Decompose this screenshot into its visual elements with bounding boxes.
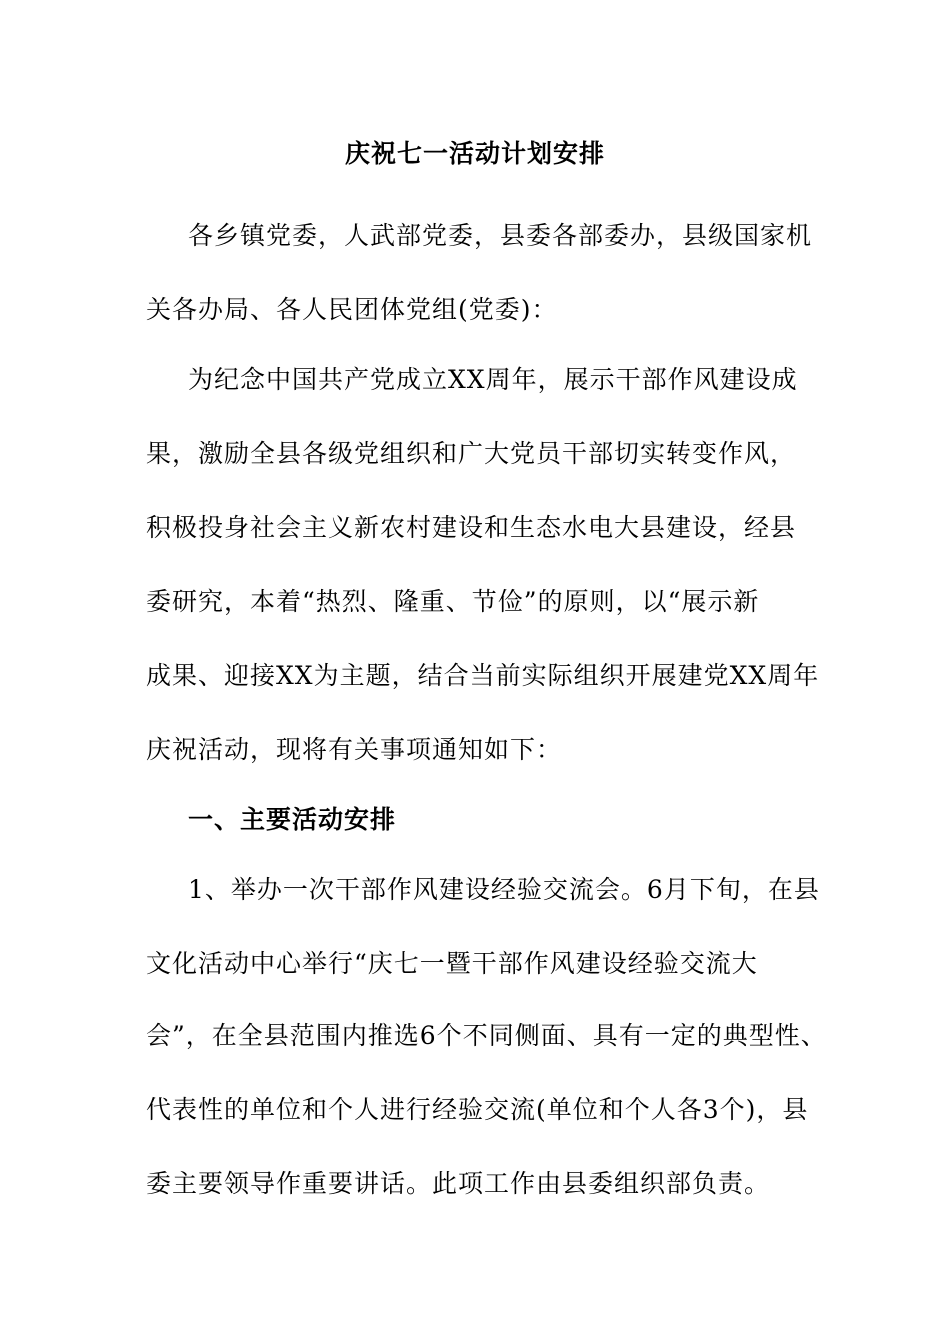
- item-paragraph-line-4: 代表性的单位和个人进行经验交流(单位和个人各3个)，县: [146, 1095, 809, 1124]
- section-heading: 一、主要活动安排: [188, 805, 397, 834]
- salutation-line-1: 各乡镇党委，人武部党委，县委各部委办，县级国家机: [188, 221, 813, 250]
- item-paragraph-line-3: 会”，在全县范围内推选6个不同侧面、具有一定的典型性、: [146, 1021, 827, 1050]
- item-paragraph-line-5: 委主要领导作重要讲话。此项工作由县委组织部负责。: [146, 1169, 771, 1198]
- salutation-line-2: 关各办局、各人民团体党组(党委)：: [146, 295, 558, 324]
- intro-paragraph-line-3: 积极投身社会主义新农村建设和生态水电大县建设，经县: [146, 513, 797, 542]
- item-paragraph-line-1: 1、举办一次干部作风建设经验交流会。6月下旬，在县: [188, 875, 820, 904]
- intro-paragraph-line-2: 果，激励全县各级党组织和广大党员干部切实转变作风，: [146, 439, 797, 468]
- intro-paragraph-line-5: 成果、迎接XX为主题，结合当前实际组织开展建党XX周年: [146, 661, 820, 690]
- intro-paragraph-line-6: 庆祝活动，现将有关事项通知如下：: [146, 735, 563, 764]
- document-title: 庆祝七一活动计划安排: [344, 139, 605, 168]
- intro-paragraph-line-1: 为纪念中国共产党成立XX周年，展示干部作风建设成: [188, 365, 798, 394]
- intro-paragraph-line-4: 委研究，本着“热烈、隆重、节俭”的原则，以“展示新: [146, 587, 760, 616]
- item-paragraph-line-2: 文化活动中心举行“庆七一暨干部作风建设经验交流大: [146, 949, 758, 978]
